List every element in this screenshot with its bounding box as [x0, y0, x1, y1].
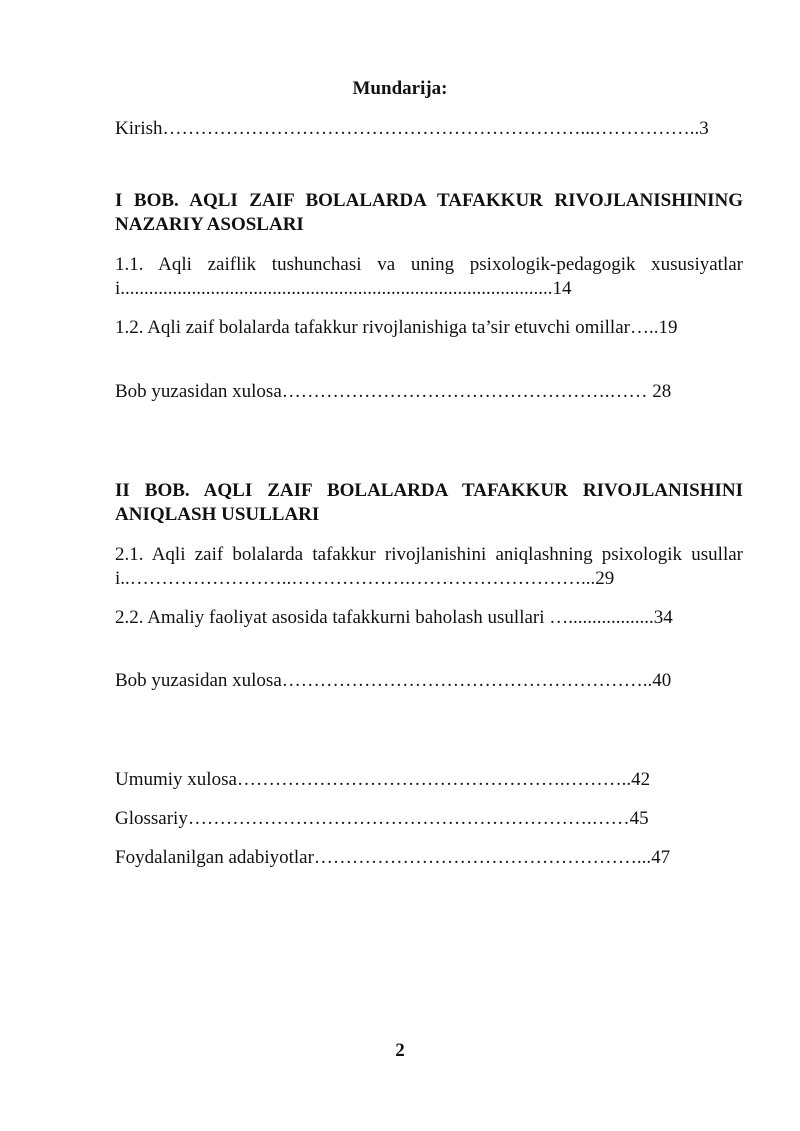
- toc-entry-chapter-2-conclusion: Bob yuzasidan xulosa…………………………………………………..40: [115, 670, 672, 691]
- toc-entry-1-1: 1.1. Aqli zaiflik tushunchasi va uning psixologik-pedagogik xususiyatlari...........................................................................................14: [115, 254, 743, 299]
- toc-entry-glossary: Glossariy……………………………………………………….……45: [115, 808, 649, 829]
- toc-entry-2-2: 2.2. Amaliy faoliyat asosida tafakkurni baholash usullari …..................34: [115, 607, 673, 628]
- toc-entry-1-2: 1.2. Aqli zaif bolalarda tafakkur rivojlanishiga ta’sir etuvchi omillar…..19: [115, 317, 678, 338]
- toc-entry-2-1: 2.1. Aqli zaif bolalarda tafakkur rivojlanishini aniqlashning psixologik usullari..……………………..……………….………………………...29: [115, 544, 743, 589]
- toc-entry-chapter-1-conclusion: Bob yuzasidan xulosa…………………………………………….…… 28: [115, 381, 672, 402]
- chapter-1-heading: I BOB. AQLI ZAIF BOLALARDA TAFAKKUR RIVOJLANISHINING NAZARIY ASOSLARI: [115, 190, 743, 235]
- page-title: Mundarija:: [352, 78, 448, 99]
- page-number: 2: [395, 1040, 405, 1061]
- toc-entry-intro: Kirish…………………………………………………………...……………..3: [115, 118, 709, 139]
- chapter-2-heading: II BOB. AQLI ZAIF BOLALARDA TAFAKKUR RIVOJLANISHINI ANIQLASH USULLARI: [115, 480, 743, 525]
- toc-entry-references: Foydalanilgan adabiyotlar……………………………………………...47: [115, 847, 671, 868]
- toc-entry-general-conclusion: Umumiy xulosa…………………………………………….………..42: [115, 769, 651, 790]
